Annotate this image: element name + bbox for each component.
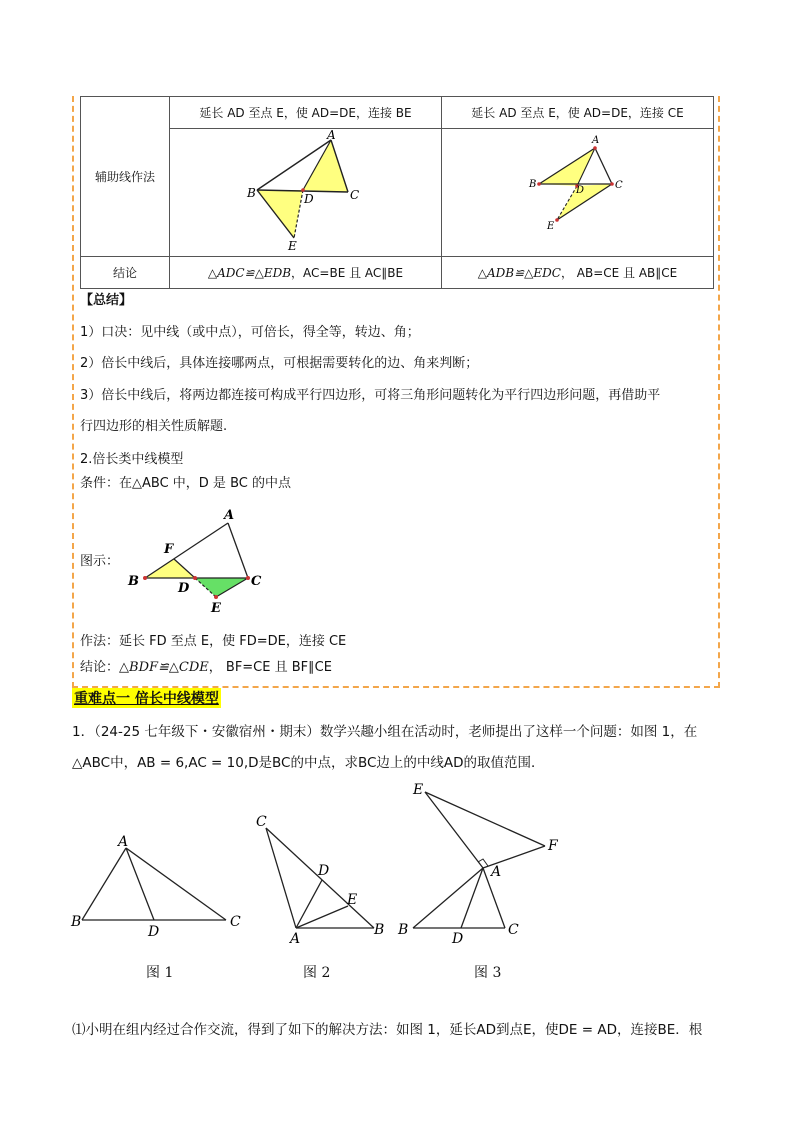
- summary-p1: 1）口决：见中线（或中点），可倍长，得全等，转边、角；: [80, 325, 420, 340]
- f2-label-B: B: [374, 922, 385, 938]
- f1-label-D: D: [148, 924, 160, 940]
- m2-label-E: E: [211, 601, 221, 616]
- label-C2: C: [615, 180, 623, 191]
- f1-label-B: B: [71, 914, 82, 930]
- m2-label-A: A: [224, 508, 235, 523]
- model2-condition: 条件：在△ABC 中，D 是 BC 的中点: [80, 476, 291, 491]
- f2-label-D: D: [318, 863, 330, 879]
- m2-label-F: F: [164, 542, 174, 557]
- m2-label-B: B: [128, 574, 139, 589]
- figure-col1: [170, 129, 442, 257]
- f2-label-A: A: [290, 931, 301, 947]
- summary-p3a: 3）倍长中线后，将两边都连接可构成平行四边形，可将三角形问题转化为平行四边形问题，再借助平: [80, 388, 661, 403]
- figure-col2: [442, 129, 714, 257]
- problem-part1: ⑴小明在组内经过合作交流，得到了如下的解决方法：如图 1，延长AD到点E，使DE = AD，连接BE．根: [72, 1022, 703, 1038]
- model2-conclusion: [80, 659, 332, 677]
- label-B: B: [247, 186, 256, 200]
- conclusion-col1-math: △ADC≌△EDB: [207, 266, 292, 280]
- method-col2: 延长 AD 至点 E，使 AD=DE，连接 CE: [442, 97, 714, 129]
- label-E2: E: [547, 221, 555, 232]
- section-heading: 重难点一 倍长中线模型: [72, 688, 221, 708]
- f3-label-D: D: [452, 931, 464, 945]
- f1-label-A: A: [118, 834, 129, 850]
- model2-figure: [120, 505, 280, 617]
- model2-conclusion-prefix: 结论：: [80, 660, 120, 675]
- fig1-caption: 图 1: [146, 965, 174, 981]
- problem-figure-3: [395, 780, 575, 945]
- label-A: A: [327, 129, 336, 142]
- model2-conclusion-text: ， BF=CE 且 BF∥CE: [208, 660, 332, 675]
- f3-label-B: B: [398, 922, 409, 938]
- problem-figure-2: [248, 812, 398, 947]
- f3-label-E: E: [413, 782, 424, 798]
- label-A2: A: [592, 135, 600, 146]
- label-D: D: [304, 192, 314, 206]
- model2-figure-label: 图示：: [80, 554, 120, 569]
- figure-2: [442, 129, 713, 253]
- fig2-caption: 图 2: [303, 965, 331, 981]
- method-col1: 延长 AD 至点 E，使 AD=DE，连接 BE: [170, 97, 442, 129]
- conclusion-col2-text: ， AB=CE 且 AB∥CE: [560, 266, 678, 280]
- conclusion-col2-math: △ADB≌△EDC: [477, 266, 561, 280]
- f2-label-C: C: [256, 814, 267, 830]
- conclusion-col2: [442, 257, 714, 289]
- row-label-method: 辅助线作法: [81, 97, 170, 257]
- label-C: C: [350, 188, 360, 202]
- label-E: E: [288, 239, 297, 253]
- problem-figure-1: [68, 832, 248, 942]
- summary-p3b: 行四边形的相关性质解题.: [80, 419, 228, 434]
- model-table: [80, 96, 714, 289]
- f3-label-C: C: [508, 922, 519, 938]
- model2-conclusion-math: △BDF≌△CDE: [119, 660, 209, 675]
- label-D2: D: [576, 185, 585, 196]
- f1-label-C: C: [230, 914, 241, 930]
- m2-label-D: D: [178, 581, 190, 596]
- summary-title: 【总结】: [80, 293, 133, 308]
- fig3-caption: 图 3: [474, 965, 502, 981]
- problem-line2: △ABC中，AB = 6,AC = 10,D是BC的中点，求BC边上的中线AD的取值范围．: [72, 755, 545, 771]
- f3-label-F: F: [548, 838, 558, 854]
- figure-1: [170, 129, 441, 253]
- conclusion-col1-text: ，AC=BE 且 AC∥BE: [291, 266, 404, 280]
- summary-p2: 2）倍长中线后，具体连接哪两点，可根据需要转化的边、角来判断；: [80, 356, 479, 371]
- row-label-conclusion: 结论: [81, 257, 170, 289]
- m2-label-C: C: [251, 574, 262, 589]
- conclusion-col1: [170, 257, 442, 289]
- problem-line1: 1．（24-25 七年级下・安徽宿州・期末）数学兴趣小组在活动时，老师提出了这样一个问题：如图 1，在: [72, 724, 698, 740]
- label-B2: B: [529, 179, 537, 190]
- model2-method: 作法：延长 FD 至点 E，使 FD=DE，连接 CE: [80, 634, 347, 649]
- f3-label-A: A: [491, 864, 502, 880]
- model2-title: 2.倍长类中线模型: [80, 452, 184, 467]
- f2-label-E: E: [347, 892, 358, 908]
